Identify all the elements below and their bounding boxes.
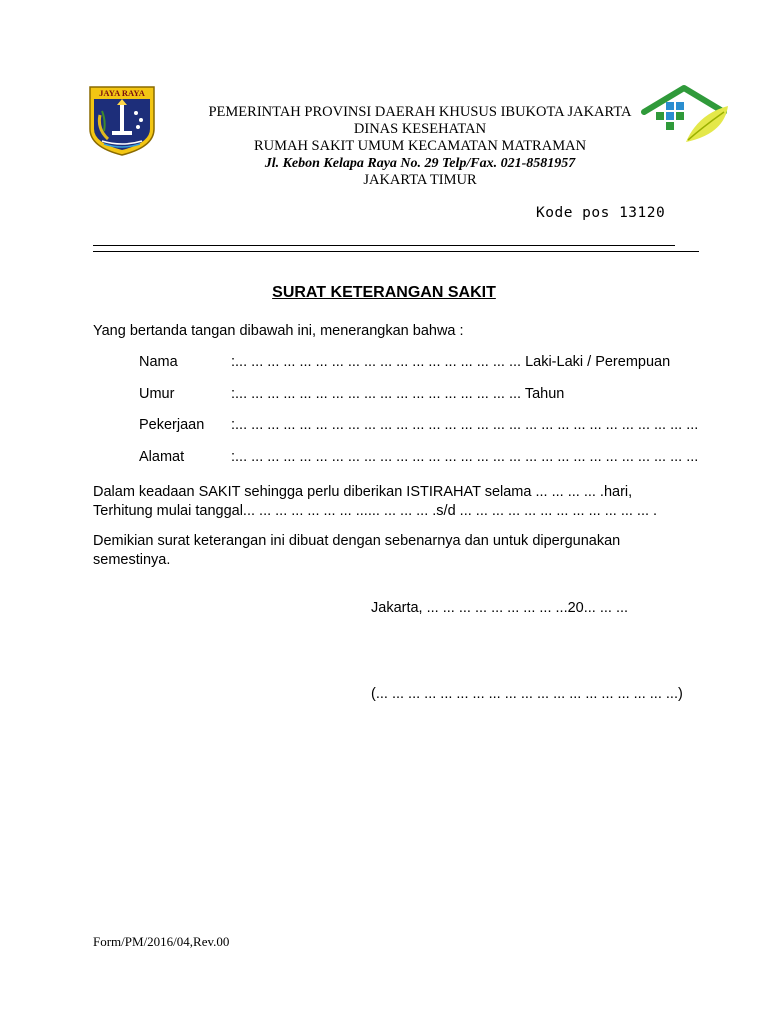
closing-line: Demikian surat keterangan ini dibuat dengan sebenarnya dan untuk dipergunakan — [93, 533, 621, 549]
svg-text:JAYA RAYA: JAYA RAYA — [99, 88, 145, 98]
field-value-alamat: :... ... ... ... ... ... ... ... ... ... ... ... ... ... ... ... ... ... ... ... ... ... ... ... ... ... ... ... ... — [231, 449, 699, 465]
field-label-umur: Umur — [139, 386, 175, 402]
header-department: DINAS KESEHATAN — [353, 121, 487, 137]
header-address: Jl. Kebon Kelapa Raya No. 29 Telp/Fax. 021-8581957 — [264, 156, 576, 171]
signature-place-date: Jakarta, ... ... ... ... ... ... ... ... ...20... ... ... — [371, 600, 629, 616]
header-divider-thin — [93, 245, 675, 246]
document-title-text: SURAT KETERANGAN SAKIT — [272, 284, 496, 301]
closing-line-2: semestinya. — [93, 552, 171, 568]
header-divider-thick — [93, 251, 699, 252]
rest-dates-line: Terhitung mulai tanggal... ... ... ... ... ... ... ...... ... ... ... .s/d ... ... ... ... ... ... ... ... ... ... ... ... . — [93, 503, 658, 519]
field-value-pekerjaan: :... ... ... ... ... ... ... ... ... ... ... ... ... ... ... ... ... ... ... ... ... ... ... ... ... ... ... ... ... — [231, 417, 699, 433]
field-value-umur: :... ... ... ... ... ... ... ... ... ... ... ... ... ... ... ... ... ... Tahun — [231, 386, 565, 402]
intro-text: Yang bertanda tangan dibawah ini, menerangkan bahwa : — [93, 323, 464, 339]
form-code-footer: Form/PM/2016/04,Rev.00 — [93, 934, 230, 949]
postal-code: Kode pos 13120 — [536, 205, 666, 221]
header-hospital-name: RUMAH SAKIT UMUM KECAMATAN MATRAMAN — [253, 138, 587, 154]
signature-name-placeholder: (... ... ... ... ... ... ... ... ... ... ... ... ... ... ... ... ... ... ...) — [371, 686, 683, 702]
field-label-pekerjaan: Pekerjaan — [139, 417, 205, 433]
field-label-nama: Nama — [139, 354, 178, 370]
jakarta-emblem-logo — [88, 85, 156, 157]
field-value-nama: :... ... ... ... ... ... ... ... ... ... ... ... ... ... ... ... ... ... Laki-Laki / Perempuan — [231, 354, 671, 370]
rest-period-line: Dalam keadaan SAKIT sehingga perlu diberikan ISTIRAHAT selama ... ... ... ... .hari, — [93, 484, 633, 500]
header-government: PEMERINTAH PROVINSI DAERAH KHUSUS IBUKOTA JAKARTA — [208, 104, 632, 120]
document-title — [0, 284, 768, 302]
header-city: JAKARTA TIMUR — [363, 172, 477, 188]
field-label-alamat: Alamat — [139, 449, 185, 465]
